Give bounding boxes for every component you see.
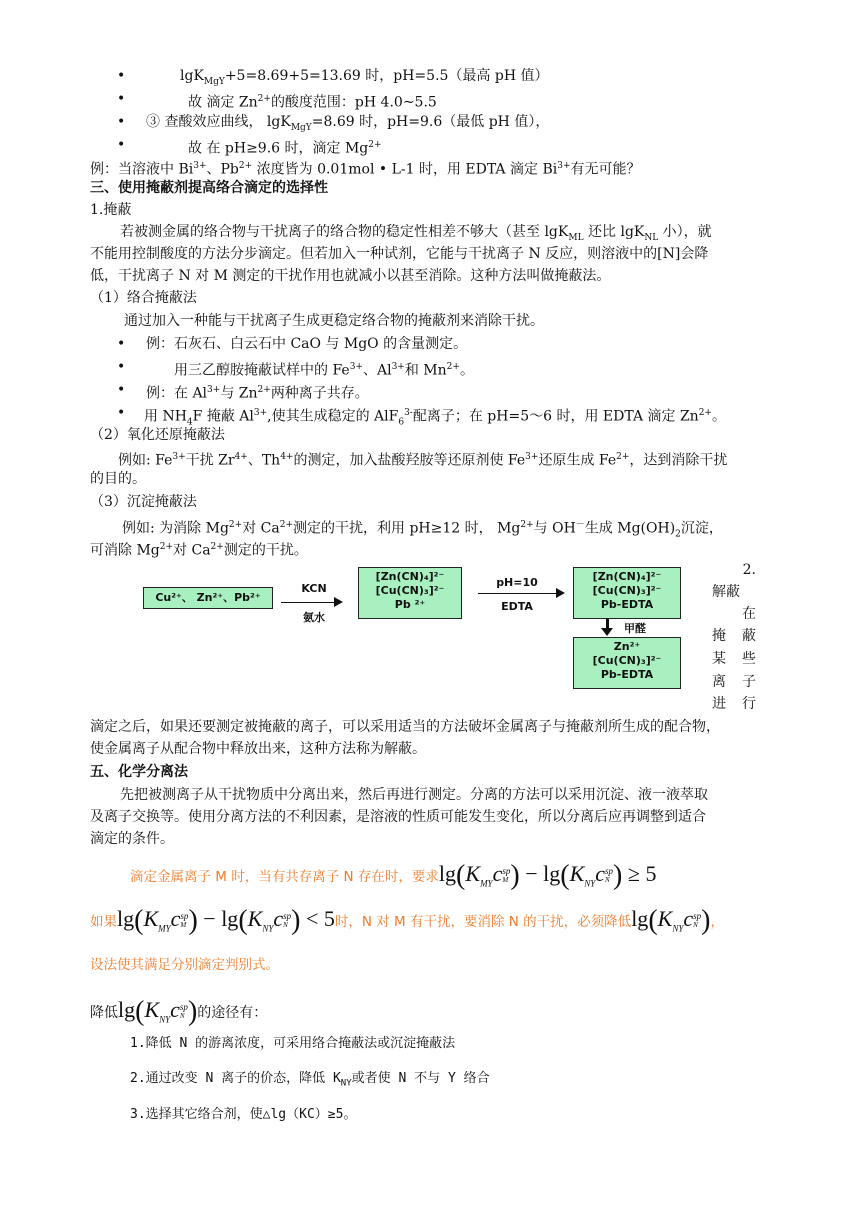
K: K <box>143 906 159 931</box>
sub: 6 <box>398 417 405 428</box>
box-line: [Cu(CN)₃]²⁻ <box>375 584 445 597</box>
text: 有无可能？ <box>570 161 641 178</box>
text: 和 Mn <box>404 362 447 379</box>
bullet-dot: • <box>117 336 126 352</box>
bullet-dot: • <box>117 114 126 130</box>
text-line: 滴定之后，如果还要测定被掩蔽的离子，可以采用适当的方法破坏金属离子与掩蔽剂所生成的配合物， <box>90 719 720 735</box>
sub: N <box>283 920 288 929</box>
text: 、Al <box>362 362 392 379</box>
arrow-right-icon <box>334 597 343 607</box>
text: 小），就 <box>658 224 712 240</box>
text: 故 在 pH≥9.6 时，滴定 Mg <box>188 140 369 157</box>
bullet-dot: • <box>117 68 126 84</box>
side-text: 离 子 <box>712 674 756 690</box>
sub: 2 <box>675 529 681 540</box>
text: 的酸度范围：pH 4.0~5.5 <box>270 94 437 111</box>
method-title: （1）络合掩蔽法 <box>90 290 197 306</box>
text: 例：在 Al <box>146 385 208 402</box>
text-line <box>146 112 549 138</box>
flow-box-pb-edta <box>573 567 681 619</box>
sup: sp <box>605 865 614 876</box>
sup: 3+ <box>207 385 221 395</box>
text-line: 例：石灰石、白云石中 CaO 与 MgO 的含量测定。 <box>146 336 468 352</box>
sup: 3+ <box>525 452 539 462</box>
method-title: （3）沉淀掩蔽法 <box>90 494 197 510</box>
sup: sp <box>502 865 511 876</box>
ge5: ≥ 5 <box>627 861 657 886</box>
sub: MY <box>158 923 171 934</box>
sub: NY <box>262 923 274 934</box>
text: 干扰 Zr <box>185 452 235 469</box>
bullet-dot: • <box>117 137 126 153</box>
sup: 2+ <box>698 408 712 418</box>
text-line <box>144 403 726 432</box>
box-line: [Zn(CN)₄]²⁻ <box>375 570 445 583</box>
text-line <box>146 380 369 404</box>
condition-line <box>90 903 724 943</box>
box-line: [Zn(CN)₄]²⁻ <box>592 570 662 583</box>
formula-ge5: $\lg(K_{MY}c$ sp M ) − $\lg(K_{NY}c$ sp N ) ≥ 5 <box>438 860 657 891</box>
text: 故 滴定 Zn <box>188 94 258 111</box>
sup: 3+ <box>391 362 405 372</box>
sup: 3+ <box>557 161 571 171</box>
sub: 4 <box>186 417 193 428</box>
text: 与 OH <box>533 520 576 537</box>
arrow-line <box>478 593 558 594</box>
c: c <box>683 906 694 931</box>
reduce-title <box>90 994 267 1034</box>
text: 用三乙醇胺掩蔽试样中的 Fe <box>174 362 350 379</box>
sup: 2+ <box>446 362 460 372</box>
bullet-dot: • <box>117 359 126 375</box>
section-heading: 三、使用掩蔽剂提高络合滴定的选择性 <box>90 180 328 196</box>
text: 对 Ca <box>242 520 280 537</box>
text: 两种离子共存。 <box>270 385 369 402</box>
side-text: 进 行 <box>712 696 756 712</box>
list-item <box>130 1069 490 1094</box>
sub: MgY <box>290 122 312 133</box>
sub: N <box>605 875 610 884</box>
sub: M <box>502 875 509 884</box>
sup: 4+ <box>280 452 294 462</box>
side-text: 某 些 <box>712 651 756 667</box>
text: 沉淀， <box>680 520 723 537</box>
sup: 3+ <box>253 408 268 418</box>
flow-box-demasked <box>573 637 681 689</box>
text: 配离子；在 pH=5～6 时，用 EDTA 滴定 Zn <box>412 408 699 425</box>
text: 、Pb <box>206 161 239 178</box>
text-line: 使金属离子从配合物中释放出来，这种方法称为解蔽。 <box>90 741 426 757</box>
orange-text: 如果 <box>90 914 117 930</box>
text: 测定的干扰，利用 pH≥12 时， Mg <box>293 520 521 537</box>
box-line: [Cu(CN)₃]²⁻ <box>592 584 662 597</box>
c: c <box>595 861 606 886</box>
example-line <box>90 156 641 180</box>
sup: 4+ <box>234 452 248 462</box>
side-text: 掩 蔽 <box>712 628 756 644</box>
condition-line: 设法使其满足分别滴定判别式。 <box>90 957 279 973</box>
arrow-label-formaldehyde: 甲醛 <box>624 622 646 635</box>
text: 。 <box>459 362 474 379</box>
text: 例如: Fe <box>118 452 173 469</box>
bullet-dot: • <box>117 382 126 398</box>
side-text: 2. <box>742 562 756 578</box>
lg: lg <box>118 997 136 1022</box>
c: c <box>492 861 503 886</box>
text: 还原生成 Fe <box>538 452 617 469</box>
text-line: 及离子交换等。使用分离方法的不利因素，是溶液的性质可能发生变化，所以分离后应再调整到适合 <box>90 809 706 825</box>
arrow-label-ammonia: 氨水 <box>303 611 325 624</box>
lg: lg <box>438 861 457 886</box>
text: ,使其生成稳定的 AlF <box>267 408 399 425</box>
text: 测定的干扰。 <box>223 542 308 559</box>
box-line: [Cu(CN)₃]²⁻ <box>592 654 662 667</box>
arrow-right-icon <box>556 588 565 598</box>
c: c <box>170 997 180 1022</box>
text: 例如: 为消除 Mg <box>122 520 229 537</box>
sub: NL <box>644 232 659 243</box>
list-item: 3.选择其它络合剂，使△lg（KC）≥5。 <box>130 1107 357 1122</box>
side-text: 解蔽 <box>712 584 740 600</box>
side-text: 在 <box>742 606 756 622</box>
K: K <box>465 861 481 886</box>
text: 或者使 N 不与 Y 络合 <box>351 1071 490 1086</box>
arrow-down-icon <box>601 628 613 636</box>
text: 、Th <box>247 452 281 469</box>
sup: 2+ <box>616 452 630 462</box>
lt5: < 5 <box>305 906 335 931</box>
flow-box-cyanide-complexes <box>358 567 462 619</box>
sub: NY <box>672 923 684 934</box>
text: 用 NH <box>144 408 187 425</box>
bullet-dot: • <box>117 405 126 421</box>
K: K <box>247 906 263 931</box>
box-line: Zn²⁺ <box>613 640 641 653</box>
text: 。 <box>711 408 726 425</box>
sup: 2+ <box>159 542 174 552</box>
sup: sp <box>693 910 702 921</box>
sub: NY <box>340 1078 352 1089</box>
text-line: 通过加入一种能与干扰离子生成更稳定络合物的掩蔽剂来消除干扰。 <box>124 313 544 329</box>
text: 浓度皆为 0.01mol • L-1 时，用 EDTA 滴定 Bi <box>252 161 558 178</box>
sup: 3- <box>404 408 413 418</box>
list-item: 1.降低 N 的游离浓度，可采用络合掩蔽法或沉淀掩蔽法 <box>130 1036 456 1051</box>
minus: − <box>203 906 216 931</box>
text: 生成 Mg(OH) <box>584 520 676 537</box>
method-title: （2）氧化还原掩蔽法 <box>90 427 225 443</box>
arrow-line <box>281 602 337 603</box>
text: 的途径有： <box>197 1005 268 1021</box>
sup: 2+ <box>279 520 293 530</box>
text: +5=8.69+5=13.69 时，pH=5.5（最高 pH 值） <box>224 68 549 84</box>
arrow-label-edta: EDTA <box>501 600 533 613</box>
sup: sp <box>180 910 189 921</box>
text: lgK <box>180 68 204 84</box>
minus: − <box>525 861 538 886</box>
sub: MgY <box>203 76 225 87</box>
formula-knyc: $\lg(K_{NY}c$ sp N ) <box>631 905 711 936</box>
orange-text: ， <box>710 914 724 930</box>
c: c <box>170 906 181 931</box>
sub: N <box>179 1011 185 1020</box>
sup: 3+ <box>193 161 207 171</box>
sup: 2+ <box>257 94 271 104</box>
orange-text: 滴定金属离子 M 时，当有共存离子 N 存在时，要求 <box>130 869 439 885</box>
sup: 2+ <box>368 140 382 150</box>
condition-line <box>130 858 656 898</box>
sub: N <box>693 920 698 929</box>
text-line: 先把被测离子从干扰物质中分离出来，然后再进行测定。分离的方法可以采用沉淀、液一液萃取 <box>120 787 708 803</box>
text: ③ 查酸效应曲线， lgK <box>146 114 291 130</box>
text-line <box>188 89 437 113</box>
arrow-label-ph10: pH=10 <box>496 576 538 589</box>
c: c <box>273 906 284 931</box>
K: K <box>569 861 585 886</box>
box-line: Pb ²⁺ <box>394 598 426 611</box>
orange-text: 时，N 对 M 有干扰，要消除 N 的干扰，必须降低 <box>334 914 632 930</box>
text-line <box>180 66 549 92</box>
text-line: 不能用控制酸度的方法分步滴定。但若加入一种试剂，它能与干扰离子 N 反应，则溶液中的[N]会降 <box>90 246 709 262</box>
sup: sp <box>283 910 292 921</box>
sub: M <box>180 920 187 929</box>
sub: NY <box>159 1014 171 1025</box>
sub: ML <box>568 232 584 243</box>
text: =8.69 时，pH=9.6（最低 pH 值）， <box>311 114 550 130</box>
text: 对 Ca <box>173 542 211 559</box>
text-line: 低，干扰离子 N 对 M 测定的干扰作用也就减小以甚至消除。这种方法叫做掩蔽法。 <box>90 268 611 284</box>
sup: 3+ <box>349 362 363 372</box>
arrow-label-kcn: KCN <box>301 582 327 595</box>
lg: lg <box>543 861 561 886</box>
sup: 2+ <box>210 542 224 552</box>
text-line: 的目的。 <box>90 471 146 487</box>
text: 例：当溶液中 Bi <box>90 161 194 178</box>
formula-knyc: $\lg(K_{NY}c$ sp N ) <box>118 996 198 1027</box>
sup: 2+ <box>228 520 243 530</box>
text: 还比 lgK <box>583 224 645 240</box>
text: 2.通过改变 N 离子的价态，降低 K <box>130 1071 341 1086</box>
text: 降低 <box>90 1005 118 1021</box>
lg: lg <box>631 906 649 931</box>
box-line: Pb-EDTA <box>600 668 654 681</box>
text: ，达到消除干扰 <box>629 452 728 469</box>
sup: － <box>575 520 585 530</box>
sup: 3+ <box>172 452 186 462</box>
text-line <box>90 537 308 561</box>
text: 的测定，加入盐酸羟胺等还原剂使 Fe <box>293 452 526 469</box>
text: 若被测金属的络合物与干扰离子的络合物的稳定性相差不够大（甚至 lgK <box>120 224 569 240</box>
text: 可消除 Mg <box>90 542 160 559</box>
subsection-heading: 1.掩蔽 <box>90 202 132 218</box>
sup: 2+ <box>257 385 271 395</box>
K: K <box>144 997 160 1022</box>
sup: 2+ <box>520 520 534 530</box>
sub: MY <box>480 878 493 889</box>
K: K <box>657 906 673 931</box>
sup: 2+ <box>238 161 253 171</box>
lg: lg <box>117 906 135 931</box>
text-line <box>118 447 727 471</box>
lg: lg <box>221 906 239 931</box>
text-line <box>174 357 474 381</box>
sub: NY <box>584 878 596 889</box>
formula-lt5: $\lg(K_{MY}c$ sp M ) − $\lg(K_{NY}c$ sp N ) < 5 <box>117 905 335 936</box>
text: 与 Zn <box>220 385 258 402</box>
sup: sp <box>179 1001 188 1012</box>
box-line: Pb-EDTA <box>600 598 654 611</box>
text: F 掩蔽 Al <box>192 408 254 425</box>
flow-box-initial-ions: Cu²⁺、 Zn²⁺、Pb²⁺ <box>143 587 273 609</box>
text-line: 滴定的条件。 <box>90 831 174 847</box>
section-heading: 五、化学分离法 <box>90 764 188 780</box>
bullet-dot: • <box>117 91 126 107</box>
